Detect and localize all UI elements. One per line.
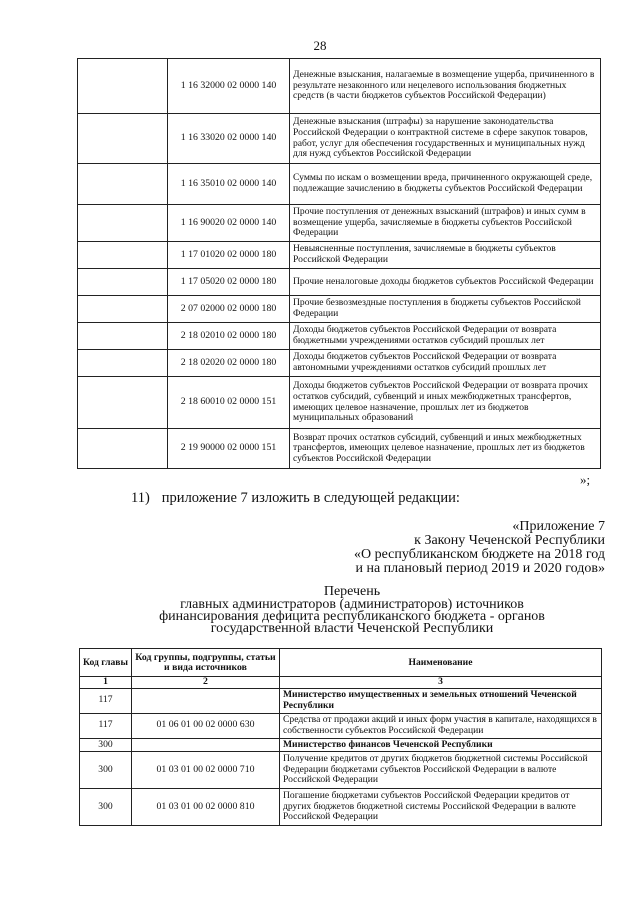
annex-line: к Закону Чеченской Республики <box>414 533 605 548</box>
code-cell: 2 19 90000 02 0000 151 <box>168 429 290 469</box>
table-row <box>78 377 601 429</box>
empty-cell <box>78 164 168 205</box>
annex-line: «Приложение 7 <box>512 519 605 534</box>
empty-cell <box>78 205 168 242</box>
name-cell: Получение кредитов от других бюджетов бюджетной системы Российской Федерации бюджетами субъектов Российской Федерации в валюте Российской Федерации <box>280 752 602 789</box>
code-cell: 1 17 05020 02 0000 180 <box>168 269 290 296</box>
list-title <box>90 586 614 635</box>
administrators-table <box>79 648 602 826</box>
code-cell: 01 03 01 00 02 0000 710 <box>132 752 280 789</box>
empty-cell <box>78 114 168 164</box>
description-cell: Доходы бюджетов субъектов Российской Федерации от возврата прочих остатков субсидий, субвенций и иных межбюджетных трансфертов, имеющих целевое назначение, прошлых лет из бюджетов муниципальных образований <box>290 377 601 429</box>
revenue-codes-table <box>77 58 601 469</box>
empty-cell <box>78 59 168 114</box>
index-row <box>80 677 602 689</box>
table-row <box>80 713 602 738</box>
page-number: 28 <box>313 38 327 53</box>
description-cell: Прочие неналоговые доходы бюджетов субъектов Российской Федерации <box>290 269 601 296</box>
table-row <box>78 59 601 114</box>
description-cell: Доходы бюджетов субъектов Российской Федерации от возврата бюджетными учреждениями остатков субсидий прошлых лет <box>290 323 601 350</box>
name-cell: Погашение бюджетами субъектов Российской Федерации кредитов от других бюджетов бюджетной системы Российской Федерации в валюте Российской Федерации <box>280 789 602 826</box>
table-row <box>80 738 602 752</box>
list-title-line: главных администраторов (администраторов) источников <box>180 597 524 612</box>
code-cell: 2 18 02020 02 0000 180 <box>168 350 290 377</box>
description-cell: Возврат прочих остатков субсидий, субвенций и иных межбюджетных трансфертов, имеющих целевое назначение, прошлых лет из бюджетов субъектов Российской Федерации <box>290 429 601 469</box>
name-cell: Министерство имущественных и земельных отношений Чеченской Республики <box>280 688 602 713</box>
item-number: 11) <box>131 490 150 506</box>
code-cell: 01 06 01 00 02 0000 630 <box>132 713 280 738</box>
description-cell: Суммы по искам о возмещении вреда, причиненного окружающей среде, подлежащие зачислению в бюджеты субъектов Российской Федерации <box>290 164 601 205</box>
code-cell: 1 16 35010 02 0000 140 <box>168 164 290 205</box>
table-row <box>78 242 601 269</box>
annex-line: и на плановый период 2019 и 2020 годов» <box>355 561 605 576</box>
index-cell: 1 <box>80 677 132 689</box>
amendment-item <box>131 490 472 507</box>
table-row <box>78 296 601 323</box>
list-title-line: государственной власти Чеченской Республики <box>210 621 494 636</box>
chapter-cell: 300 <box>80 789 132 826</box>
table-row <box>80 752 602 789</box>
code-cell: 1 16 32000 02 0000 140 <box>168 59 290 114</box>
code-cell: 01 03 01 00 02 0000 810 <box>132 789 280 826</box>
table-row <box>80 688 602 713</box>
description-cell: Невыясненные поступления, зачисляемые в бюджеты субъектов Российской Федерации <box>290 242 601 269</box>
description-cell: Прочие безвозмездные поступления в бюджеты субъектов Российской Федерации <box>290 296 601 323</box>
table-row <box>78 205 601 242</box>
table-row <box>78 164 601 205</box>
annex-line: «О республиканском бюджете на 2018 год <box>354 547 605 562</box>
code-cell: 2 18 02010 02 0000 180 <box>168 323 290 350</box>
empty-cell <box>78 429 168 469</box>
description-cell: Доходы бюджетов субъектов Российской Федерации от возврата автономными учреждениями остатков субсидий прошлых лет <box>290 350 601 377</box>
chapter-cell: 117 <box>80 713 132 738</box>
annex-header <box>354 520 605 576</box>
empty-cell <box>78 350 168 377</box>
list-title-line: финансирования дефицита республиканского бюджета - органов <box>159 609 545 624</box>
header-row <box>80 649 602 677</box>
code-cell: 1 16 90020 02 0000 140 <box>168 205 290 242</box>
empty-cell <box>78 377 168 429</box>
code-cell: 1 17 01020 02 0000 180 <box>168 242 290 269</box>
table-row <box>78 114 601 164</box>
description-cell: Прочие поступления от денежных взысканий (штрафов) и иных сумм в возмещение ущерба, зачисляемые в бюджеты субъектов Российской Федерации <box>290 205 601 242</box>
code-cell <box>132 688 280 713</box>
index-cell: 3 <box>280 677 602 689</box>
header-name: Наименование <box>280 649 602 677</box>
chapter-cell: 300 <box>80 738 132 752</box>
closing-quote: »; <box>580 472 591 487</box>
chapter-cell: 300 <box>80 752 132 789</box>
code-cell: 2 07 02000 02 0000 180 <box>168 296 290 323</box>
table-row <box>78 269 601 296</box>
empty-cell <box>78 269 168 296</box>
code-cell: 1 16 33020 02 0000 140 <box>168 114 290 164</box>
name-cell: Министерство финансов Чеченской Республики <box>280 738 602 752</box>
empty-cell <box>78 323 168 350</box>
empty-cell <box>78 242 168 269</box>
empty-cell <box>78 296 168 323</box>
table-row <box>80 789 602 826</box>
table-row <box>78 350 601 377</box>
item-text: приложение 7 изложить в следующей редакции: <box>161 490 460 506</box>
header-chapter-code: Код главы <box>80 649 132 677</box>
description-cell: Денежные взыскания, налагаемые в возмещение ущерба, причиненного в результате незаконного или нецелевого использования бюджетных средств (в части бюджетов субъектов Российской Федерации) <box>290 59 601 114</box>
description-cell: Денежные взыскания (штрафы) за нарушение законодательства Российской Федерации о контрактной системе в сфере закупок товаров, работ, услуг для обеспечения государственных и муниципальных нужд для нужд субъектов Российской Федерации <box>290 114 601 164</box>
code-cell <box>132 738 280 752</box>
table-row <box>78 323 601 350</box>
code-cell: 2 18 60010 02 0000 151 <box>168 377 290 429</box>
chapter-cell: 117 <box>80 688 132 713</box>
name-cell: Средства от продажи акций и иных форм участия в капитале, находящихся в собственности субъектов Российской Федерации <box>280 713 602 738</box>
header-source-code: Код группы, подгруппы, статьи и вида источников <box>132 649 280 677</box>
table-row <box>78 429 601 469</box>
list-title-line: Перечень <box>323 584 381 599</box>
index-cell: 2 <box>132 677 280 689</box>
